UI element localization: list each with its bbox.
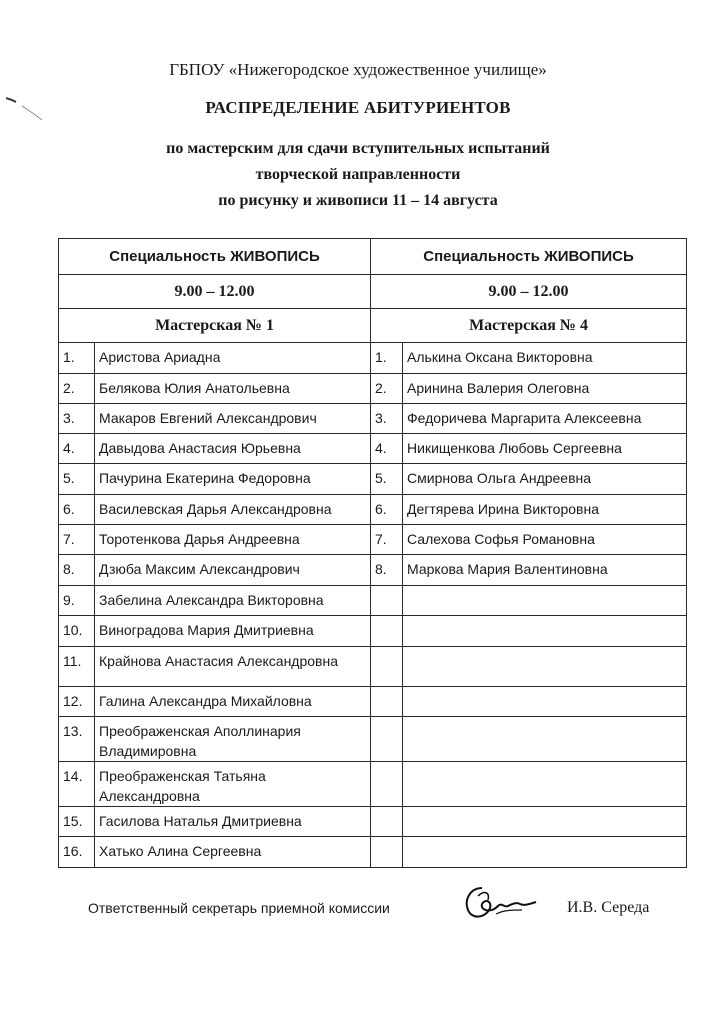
left-row-name: Давыдова Анастасия Юрьевна <box>95 434 371 464</box>
right-row-number: 1. <box>371 343 403 374</box>
table-workshop-row <box>59 309 687 343</box>
right-row-number <box>371 762 403 807</box>
right-row-number <box>371 717 403 762</box>
table-row <box>59 434 687 464</box>
left-time: 9.00 – 12.00 <box>59 275 371 309</box>
table-row <box>59 717 687 762</box>
left-row-name: Крайнова Анастасия Александровна <box>95 647 371 687</box>
table-row <box>59 687 687 717</box>
right-row-name: Федоричева Маргарита Алексеевна <box>403 404 687 434</box>
table-row <box>59 807 687 837</box>
left-row-number: 14. <box>59 762 95 807</box>
right-row-name: Алькина Оксана Викторовна <box>403 343 687 374</box>
left-row-name: Виноградова Мария Дмитриевна <box>95 616 371 647</box>
signature <box>460 880 540 929</box>
footer-label: Ответственный секретарь приемной комиссии <box>88 900 390 916</box>
right-row-number <box>371 616 403 647</box>
left-row-number: 9. <box>59 586 95 616</box>
right-row-name <box>403 687 687 717</box>
left-row-name: Преображенская Аполлинария Владимировна <box>95 717 371 762</box>
right-row-name <box>403 807 687 837</box>
right-row-number: 6. <box>371 495 403 525</box>
right-row-number: 2. <box>371 374 403 404</box>
organization-name: ГБПОУ «Нижегородское художественное училище» <box>169 60 547 79</box>
right-row-name: Маркова Мария Валентиновна <box>403 555 687 586</box>
left-row-number: 12. <box>59 687 95 717</box>
right-row-number: 3. <box>371 404 403 434</box>
subtitle-line-3: по рисунку и живописи 11 – 14 августа <box>218 192 498 209</box>
left-row-name: Аристова Ариадна <box>95 343 371 374</box>
left-row-number: 10. <box>59 616 95 647</box>
right-specialty: Специальность ЖИВОПИСЬ <box>371 239 687 275</box>
right-row-name: Никищенкова Любовь Сергеевна <box>403 434 687 464</box>
left-row-number: 1. <box>59 343 95 374</box>
left-row-name: Забелина Александра Викторовна <box>95 586 371 616</box>
table-row <box>59 343 687 374</box>
left-row-name: Белякова Юлия Анатольевна <box>95 374 371 404</box>
table-row <box>59 464 687 495</box>
right-row-number: 8. <box>371 555 403 586</box>
left-row-number: 6. <box>59 495 95 525</box>
right-row-name: Дегтярева Ирина Викторовна <box>403 495 687 525</box>
table-time-row <box>59 275 687 309</box>
table-row <box>59 837 687 868</box>
document-title: РАСПРЕДЕЛЕНИЕ АБИТУРИЕНТОВ <box>205 98 511 117</box>
right-row-number <box>371 647 403 687</box>
subtitle-line-1: по мастерским для сдачи вступительных испытаний <box>166 140 550 157</box>
right-row-name <box>403 762 687 807</box>
right-row-number <box>371 807 403 837</box>
left-row-name: Гасилова Наталья Дмитриевна <box>95 807 371 837</box>
left-row-number: 15. <box>59 807 95 837</box>
right-row-number <box>371 586 403 616</box>
left-row-name: Торотенкова Дарья Андреевна <box>95 525 371 555</box>
right-row-name <box>403 586 687 616</box>
left-row-number: 2. <box>59 374 95 404</box>
right-row-name: Смирнова Ольга Андреевна <box>403 464 687 495</box>
table-row <box>59 762 687 807</box>
left-row-number: 5. <box>59 464 95 495</box>
left-row-name: Василевская Дарья Александровна <box>95 495 371 525</box>
table-header-row <box>59 239 687 275</box>
signatory-name: И.В. Середа <box>567 899 650 916</box>
right-row-number <box>371 687 403 717</box>
left-specialty: Специальность ЖИВОПИСЬ <box>59 239 371 275</box>
right-workshop: Мастерская № 4 <box>371 309 687 343</box>
left-row-name: Преображенская Татьяна Александровна <box>95 762 371 807</box>
left-row-name: Галина Александра Михайловна <box>95 687 371 717</box>
table-row <box>59 404 687 434</box>
right-row-number <box>371 837 403 868</box>
left-row-number: 16. <box>59 837 95 868</box>
right-row-name <box>403 717 687 762</box>
left-row-number: 3. <box>59 404 95 434</box>
right-time: 9.00 – 12.00 <box>371 275 687 309</box>
right-row-name <box>403 837 687 868</box>
subtitle-line-2: творческой направленности <box>255 166 461 183</box>
right-row-name <box>403 647 687 687</box>
table-row <box>59 555 687 586</box>
right-row-name: Салехова Софья Романовна <box>403 525 687 555</box>
table-row <box>59 616 687 647</box>
left-row-number: 11. <box>59 647 95 687</box>
left-row-name: Дзюба Максим Александрович <box>95 555 371 586</box>
left-row-name: Пачурина Екатерина Федоровна <box>95 464 371 495</box>
right-row-number: 7. <box>371 525 403 555</box>
right-row-number: 4. <box>371 434 403 464</box>
left-row-name: Макаров Евгений Александрович <box>95 404 371 434</box>
left-row-number: 7. <box>59 525 95 555</box>
table-row <box>59 495 687 525</box>
left-row-number: 4. <box>59 434 95 464</box>
left-workshop: Мастерская № 1 <box>59 309 371 343</box>
right-row-number: 5. <box>371 464 403 495</box>
table-row <box>59 647 687 687</box>
left-row-name: Хатько Алина Сергеевна <box>95 837 371 868</box>
right-row-name: Аринина Валерия Олеговна <box>403 374 687 404</box>
table-row <box>59 586 687 616</box>
right-row-name <box>403 616 687 647</box>
distribution-table <box>58 238 687 868</box>
left-row-number: 8. <box>59 555 95 586</box>
left-row-number: 13. <box>59 717 95 762</box>
table-row <box>59 525 687 555</box>
table-row <box>59 374 687 404</box>
